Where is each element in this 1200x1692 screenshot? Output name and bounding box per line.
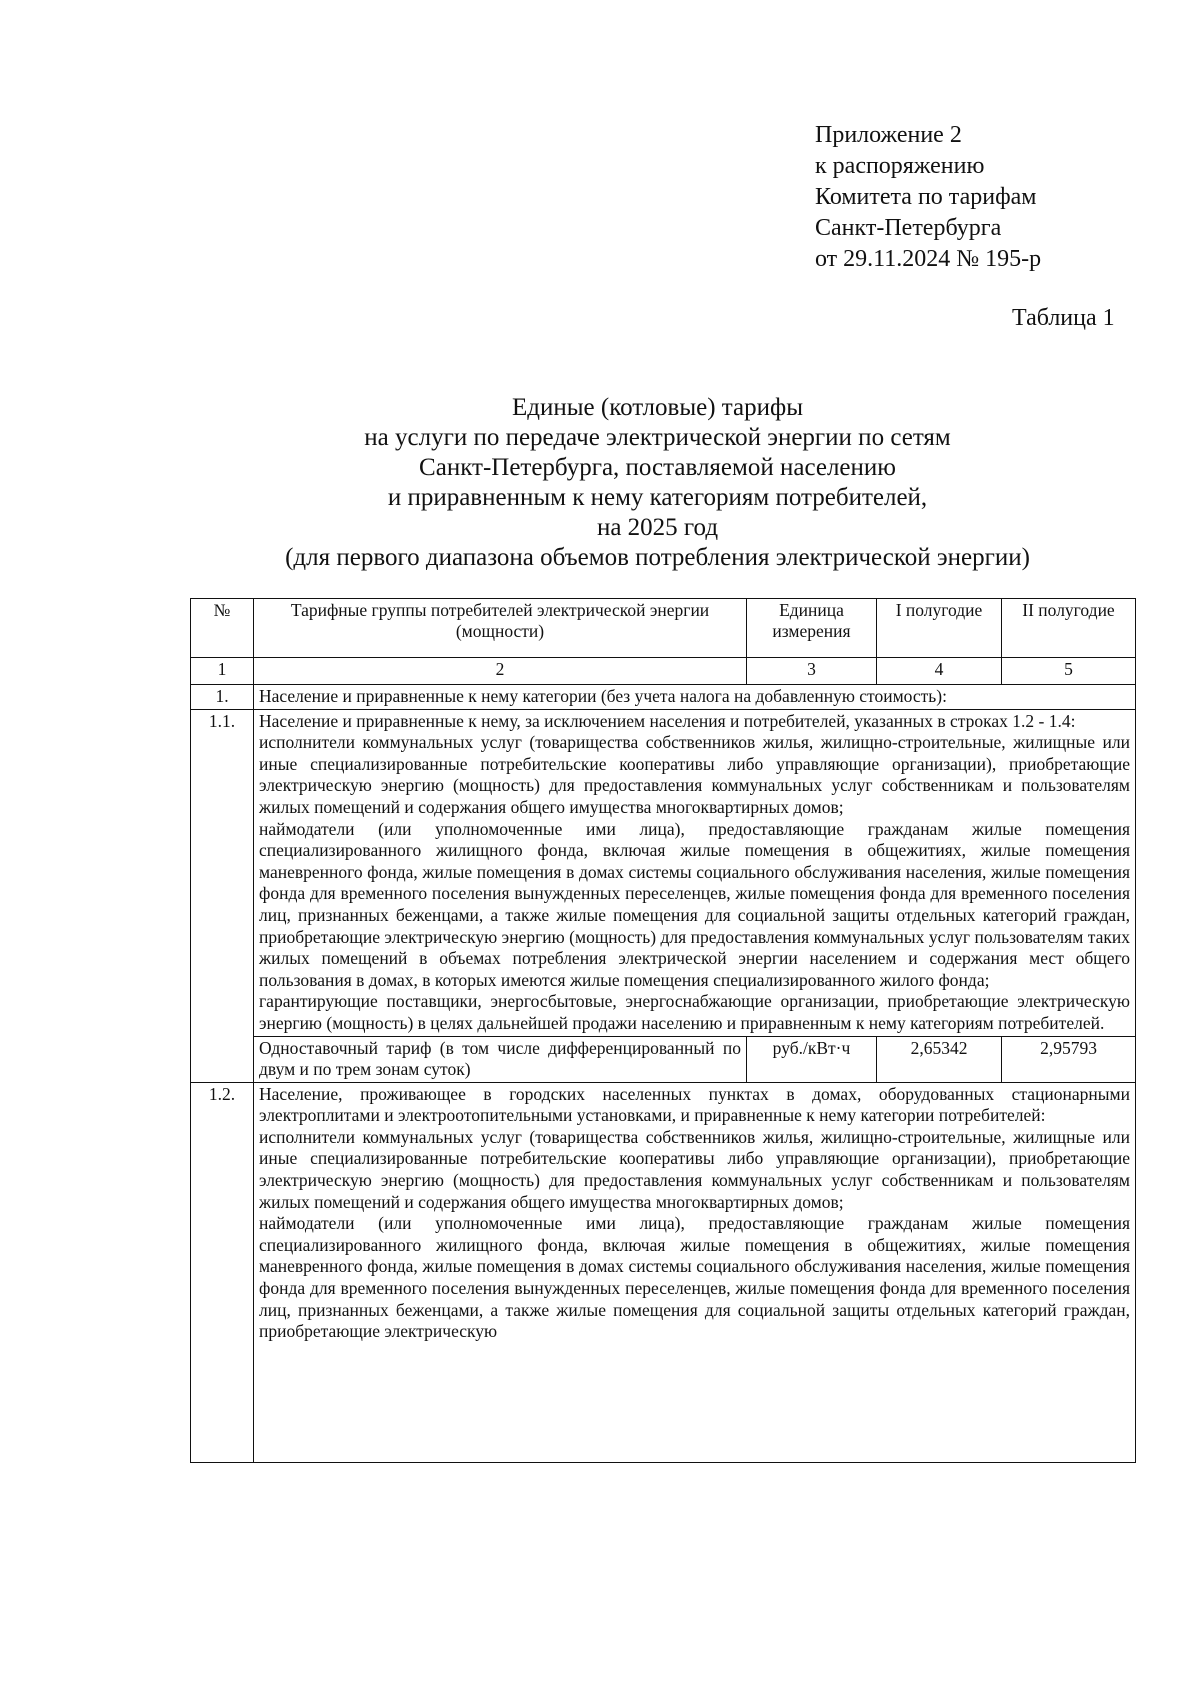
annex-line: Приложение 2: [815, 122, 962, 148]
row-paragraph: наймодатели (или уполномоченные ими лица), предоставляющие гражданам жилые помещения специализированного жилищного фонда, включая жилые помещения в общежитиях, жилые помещения маневренного фонда, жилые помещения в домах системы социального обслуживания населения, жилые помещения фонда для временного поселения вынужденных переселенцев, жилые помещения фонда для временного поселения лиц, признанных беженцами, а также жилые помещения для социальной защиты отдельных категорий граждан, приобретающие электрическую: [259, 1213, 1130, 1342]
row-description: [254, 1082, 1136, 1462]
row-text: Население и приравненные к нему, за исключением населения и потребителей, указанных в строках 1.2 - 1.4:: [259, 710, 1076, 731]
column-number-row: [191, 658, 1136, 685]
header-cell-number: №: [191, 599, 254, 658]
title-line: и приравненным к нему категориям потребителей,: [387, 484, 928, 511]
row-paragraph: гарантирующие поставщики, энергосбытовые, энергоснабжающие организации, приобретающие электрическую энергию (мощность) в целях дальнейшей продажи населению и приравненным к нему категориям потребителей.: [259, 991, 1130, 1033]
row-number: 1.1.: [191, 709, 254, 1082]
table-header-row: [191, 599, 1136, 658]
header-cell-unit: Единица измерения: [747, 599, 877, 658]
title-line: Санкт-Петербурга, поставляемой населению: [419, 454, 896, 481]
header-cell-half1: I полугодие: [877, 599, 1002, 658]
column-number: 5: [1002, 658, 1136, 685]
row-text: Население, проживающее в городских населенных пунктах в домах, оборудованных стационарными электроплитами и электроотопительными установками, и приравненные к нему категории потребителей:: [259, 1083, 1130, 1126]
title-line: на услуги по передаче электрической энергии по сетям: [364, 424, 951, 451]
column-number: 1: [191, 658, 254, 685]
document-title: [190, 393, 1125, 573]
header-cell-group: Тарифные группы потребителей электрической энергии (мощности): [254, 599, 747, 658]
row-description: [254, 709, 1136, 1036]
tariff-label: Одноставочный тариф (в том числе дифференцированный по двум и по трем зонам суток): [254, 1036, 747, 1082]
title-line: (для первого диапазона объемов потребления электрической энергии): [285, 544, 1030, 571]
row-text: Население и приравненные к нему категории (без учета налога на добавленную стоимость):: [254, 685, 1136, 710]
column-number: 2: [254, 658, 747, 685]
table-row: [191, 685, 1136, 710]
row-number: 1.2.: [191, 1082, 254, 1462]
row-paragraph: исполнители коммунальных услуг (товарищества собственников жилья, жилищно-строительные, жилищные или иные специализированные потребительские кооперативы либо управляющие организации), приобретающие электрическую энергию (мощность) для предоставления коммунальных услуг собственникам и пользователям жилых помещений и содержания общего имущества многоквартирных домов;: [259, 1126, 1130, 1212]
annex-line: Комитета по тарифам: [815, 184, 1037, 210]
title-line: Единые (котловые) тарифы: [511, 394, 803, 421]
half1-value: 2,65342: [877, 1036, 1002, 1082]
annex-line: Санкт-Петербурга: [815, 215, 1002, 241]
tariff-row: [191, 1036, 1136, 1082]
column-number: 4: [877, 658, 1002, 685]
table-row: [191, 709, 1136, 1036]
row-description-clip: [259, 1084, 1130, 1461]
annex-line: к распоряжению: [815, 153, 985, 179]
annex-block: [815, 120, 1041, 275]
row-paragraph: исполнители коммунальных услуг (товарищества собственников жилья, жилищно-строительные, жилищные или иные специализированные потребительские кооперативы либо управляющие организации), приобретающие электрическую энергию (мощность) для предоставления коммунальных услуг собственникам и пользователям жилых помещений и содержания общего имущества многоквартирных домов;: [259, 732, 1130, 817]
row-paragraph: наймодатели (или уполномоченные ими лица), предоставляющие гражданам жилые помещения специализированного жилищного фонда, включая жилые помещения в общежитиях, жилые помещения маневренного фонда, жилые помещения в домах системы социального обслуживания населения, жилые помещения фонда для временного поселения вынужденных переселенцев, жилые помещения фонда для временного поселения лиц, признанных беженцами, а также жилые помещения для социальной защиты отдельных категорий граждан, приобретающие электрическую энергию (мощность) для предоставления коммунальных услуг пользователям таких жилых помещений в объемах потребления электрической энергии населением и содержания мест общего пользования в домах, в которых имеются жилые помещения специализированного жилого фонда;: [259, 818, 1130, 990]
half2-value: 2,95793: [1002, 1036, 1136, 1082]
tariff-table: [190, 598, 1136, 1463]
header-cell-half2: II полугодие: [1002, 599, 1136, 658]
row-number: 1.: [191, 685, 254, 710]
annex-line: от 29.11.2024 № 195-р: [815, 246, 1042, 272]
table-row: [191, 1082, 1136, 1462]
table-label: Таблица 1: [1012, 305, 1115, 331]
column-number: 3: [747, 658, 877, 685]
unit-cell: руб./кВт·ч: [747, 1036, 877, 1082]
title-line: на 2025 год: [596, 514, 719, 541]
